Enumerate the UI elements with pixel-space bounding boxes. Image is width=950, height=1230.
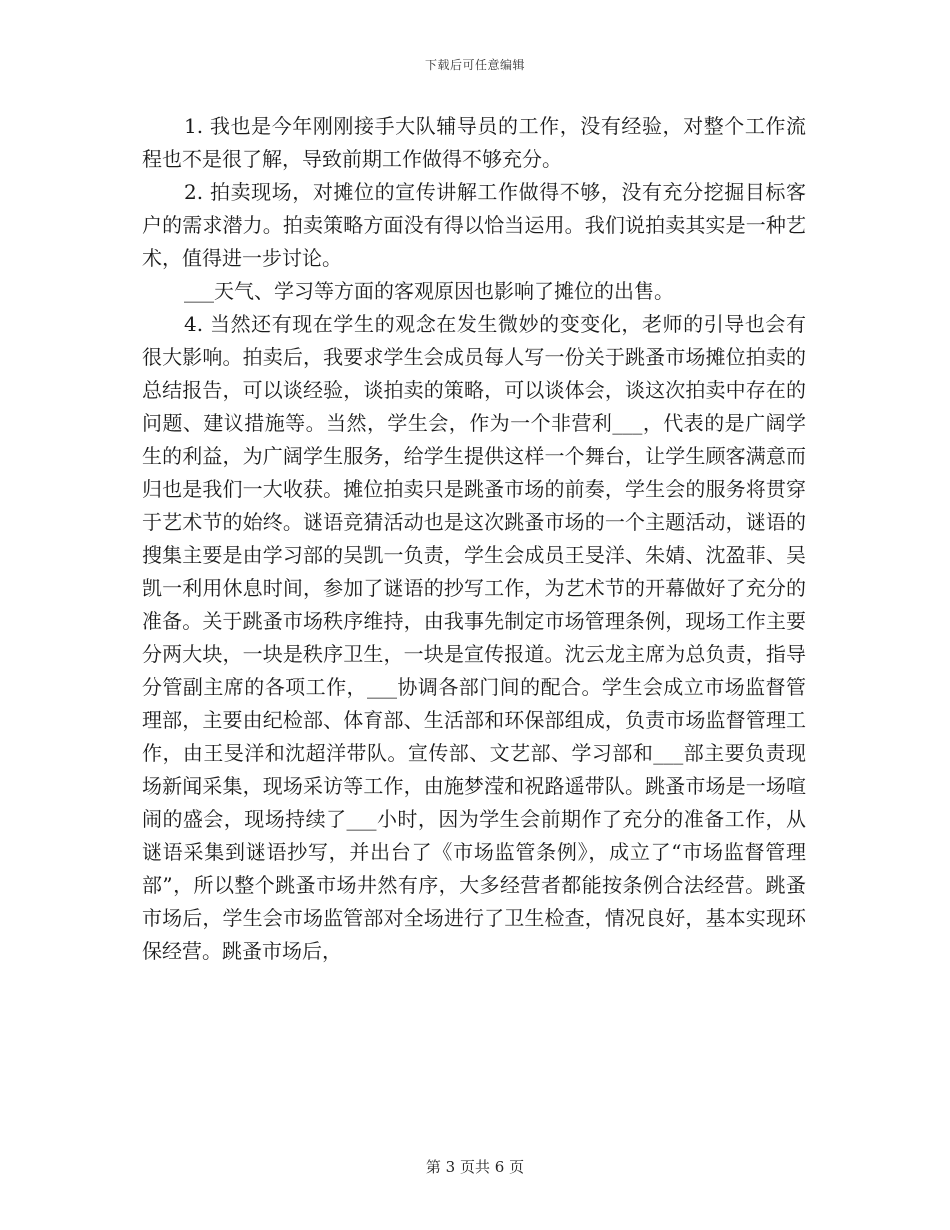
page-header: 下载后可任意编辑 xyxy=(424,58,525,72)
paragraph-3: ___天气、学习等方面的客观原因也影响了摊位的出售。 xyxy=(184,279,674,303)
paragraph-2: 2. 拍卖现场，对摊位的宣传讲解工作做得不够，没有充分挖掘目标客户的需求潜力。拍卖策略方面没有得以恰当运用。我们说拍卖其实是一种艺术，值得进一步讨论。 xyxy=(142,180,806,270)
paragraph-1: 1. 我也是今年刚刚接手大队辅导员的工作，没有经验，对整个工作流程也不是很了解，导致前期工作做得不够充分。 xyxy=(142,114,806,171)
paragraph-4: 4. 当然还有现在学生的观念在发生微妙的变变化，老师的引导也会有很大影响。拍卖后，我要求学生会成员每人写一份关于跳蚤市场摊位拍卖的总结报告，可以谈经验，谈拍卖的策略，可以谈体会，谈这次拍卖中存在的问题、建议措施等。当然，学生会，作为一个非营利___，代表的是广阔学生的利益，为广阔学生服务，给学生提供这样一个舞台，让学生顾客满意而归也是我们一大收获。摊位拍卖只是跳蚤市场的前奏，学生会的服务将贯穿于艺术节的始终。谜语竞猜活动也是这次跳蚤市场的一个主题活动，谜语的搜集主要是由学习部的吴凯一负责，学生会成员王旻洋、朱婧、沈盈菲、吴凯一利用休息时间，参加了谜语的抄写工作，为艺术节的开幕做好了充分的准备。关于跳蚤市场秩序维持，由我事先制定市场管理条例，现场工作主要分两大块，一块是秩序卫生，一块是宣传报道。沈云龙主席为总负责，指导分管副主席的各项工作，___协调各部门间的配合。学生会成立市场监督管理部，主要由纪检部、体育部、生活部和环保部组成，负责市场监督管理工作，由王旻洋和沈超洋带队。宣传部、文艺部、学习部和___部主要负责现场新闻采集，现场采访等工作，由施梦滢和祝路遥带队。跳蚤市场是一场喧闹的盛会，现场持续了___小时，因为学生会前期作了充分的准备工作，从谜语采集到谜语抄写，并出台了《市场监管条例》，成立了“市场监督管理部”，所以整个跳蚤市场井然有序，大多经营者都能按条例合法经营。跳蚤市场后，学生会市场监管部对全场进行了卫生检查，情况良好，基本实现环保经营。跳蚤市场后， xyxy=(142,312,806,963)
page-footer: 第 3 页共 6 页 xyxy=(425,1158,525,1176)
document-body xyxy=(142,110,806,968)
